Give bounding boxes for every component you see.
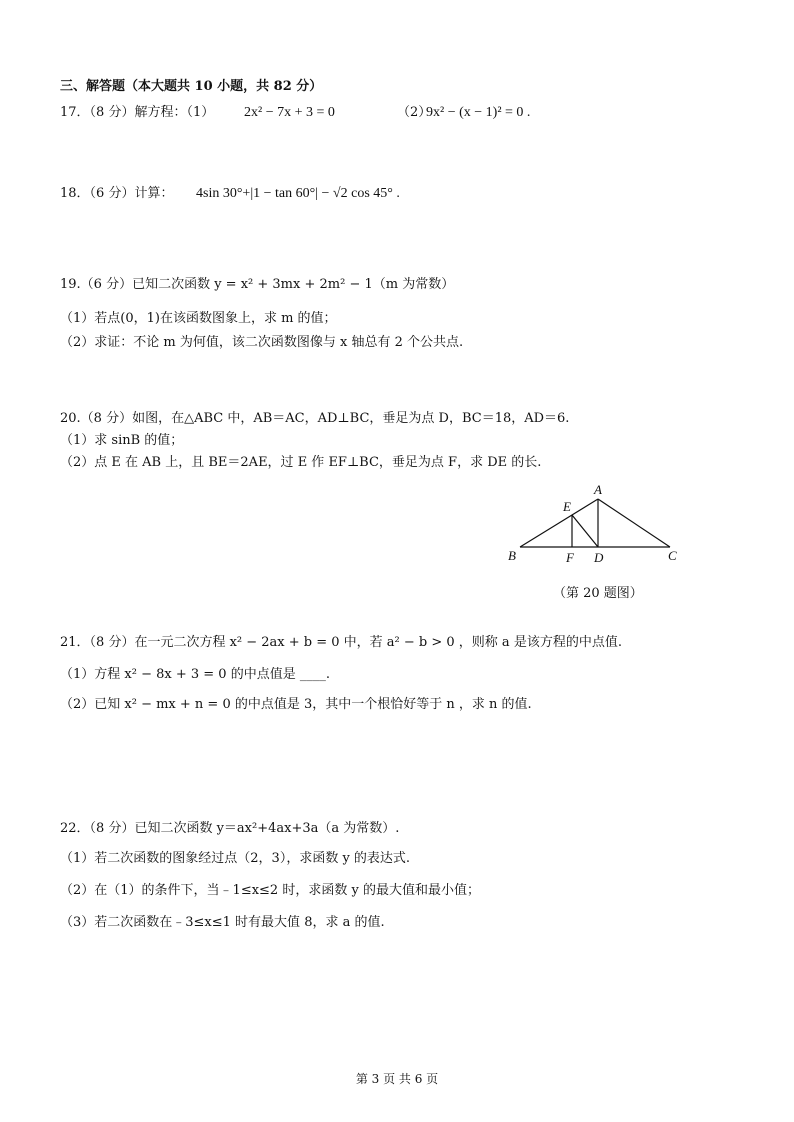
q21-part2: （2）已知 x² − mx + n = 0 的中点值是 3，其中一个根恰好等于 n ，求 n 的值. — [60, 697, 532, 712]
q21-head: 21．（8 分）在一元二次方程 x² − 2ax + b = 0 中，若 a² − b > 0 ，则称 a 是该方程的中点值. — [60, 635, 622, 650]
segment-ED — [572, 515, 598, 547]
q17-head: 17．（8 分）解方程：（1） — [60, 105, 215, 120]
q21-part1: （1）方程 x² − 8x + 3 = 0 的中点值是 ____. — [60, 667, 330, 682]
q20-head: 20.（8 分）如图，在△ABC 中，AB＝AC，AD⊥BC，垂足为点 D，BC＝18，AD＝6. — [60, 411, 570, 426]
q17-part2-label: （2） — [397, 105, 432, 120]
q20-part1: （1）求 sinB 的值； — [60, 433, 184, 448]
q19-part1: （1）若点(0，1)在该函数图象上，求 m 的值； — [60, 311, 337, 326]
page-footer: 第 3 页 共 6 页 — [355, 1072, 439, 1086]
q22-part3: （3）若二次函数在﹣3≤x≤1 时有最大值 8，求 a 的值. — [60, 915, 385, 930]
q20-part2: （2）点 E 在 AB 上，且 BE＝2AE，过 E 作 EF⊥BC，垂足为点 F，求 DE 的长. — [60, 455, 542, 470]
segment-AC — [598, 499, 670, 547]
q18-head: 18．（6 分）计算： — [60, 186, 174, 201]
label-A: A — [594, 482, 602, 497]
q17-equation-2: 9x² − (x − 1)² = 0 . — [426, 105, 531, 120]
label-D: D — [594, 550, 604, 565]
segment-BA — [520, 499, 598, 547]
q19-head: 19.（6 分）已知二次函数 y = x² + 3mx + 2m² − 1（m 为常数） — [60, 277, 455, 292]
section-title: 三、解答题（本大题共 10 小题，共 82 分） — [60, 79, 323, 94]
q22-part1: （1）若二次函数的图象经过点（2，3），求函数 y 的表达式. — [60, 851, 411, 866]
label-E: E — [563, 499, 571, 514]
label-C: C — [668, 548, 677, 563]
q19-part2: （2）求证：不论 m 为何值，该二次函数图像与 x 轴总有 2 个公共点. — [60, 335, 464, 350]
q20-triangle-figure — [500, 482, 690, 568]
q18-expression: 4sin 30°+|1 − tan 60°| − √2 cos 45° . — [196, 186, 400, 201]
q20-figure-caption: （第 20 题图） — [553, 586, 643, 601]
q22-head: 22．（8 分）已知二次函数 y＝ax²+4ax+3a（a 为常数）. — [60, 821, 400, 836]
label-F: F — [566, 550, 574, 565]
label-B: B — [508, 548, 516, 563]
q17-equation-1: 2x² − 7x + 3 = 0 — [244, 105, 335, 120]
q22-part2: （2）在（1）的条件下，当﹣1≤x≤2 时，求函数 y 的最大值和最小值； — [60, 883, 480, 898]
